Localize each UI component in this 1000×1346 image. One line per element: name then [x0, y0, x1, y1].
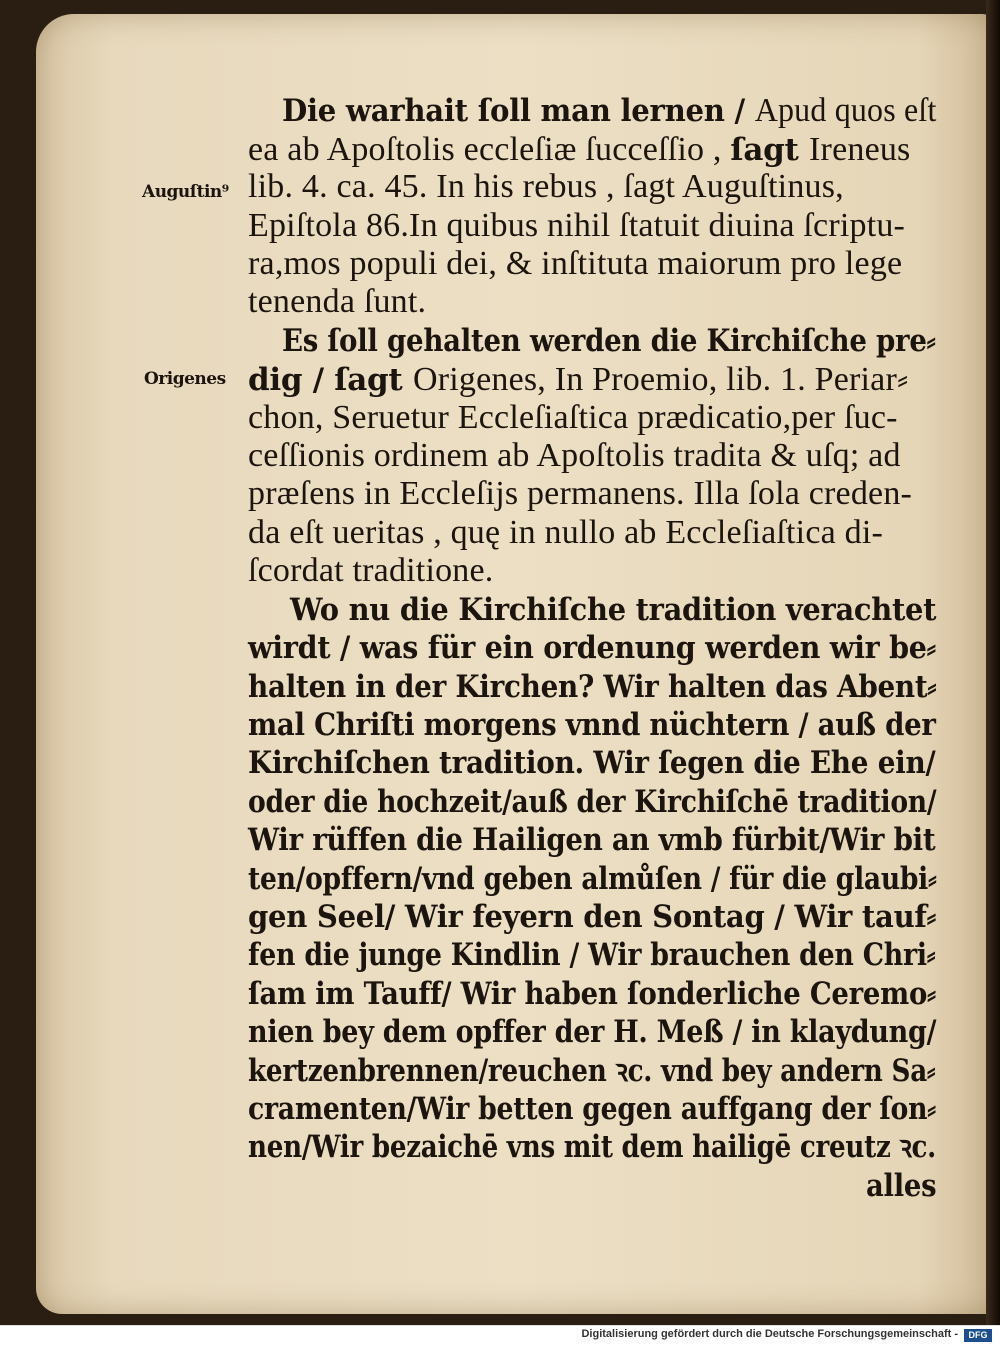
text-line: Die warhait ſoll man lernen / Apud quos eſt [282, 92, 937, 129]
margin-note-origenes: Origenes [144, 369, 226, 389]
text-line: kertzenbrennen/reuchen ꝛc. vnd bey andern Sa⸗ [248, 1053, 936, 1089]
text-line: Es ſoll gehalten werden die Kirchiſche pre⸗ [282, 323, 936, 359]
text-line: oder die hochzeit/auß der Kirchiſchē tradition/ [248, 784, 937, 820]
text-line: ſam im Tauff/ Wir haben ſonderliche Ceremo⸗ [248, 976, 936, 1012]
text-line: chon, Seruetur Eccleſiaſtica prædicatio,per ſuc- [248, 399, 898, 436]
footer-bar [0, 1325, 1000, 1346]
text-line: Wir rüffen die Hailigen an vmb fürbit/Wir bit [248, 822, 936, 858]
text-line: fen die junge Kindlin / Wir brauchen den Chri⸗ [248, 937, 936, 973]
text-line: nien bey dem opffer der H. Meß / in klaydung/ [248, 1014, 937, 1050]
text-line: wirdt / was für ein ordenung werden wir be⸗ [248, 630, 936, 666]
page-edge-shadow [986, 0, 1000, 1325]
funding-notice: Digitalisierung gefördert durch die Deutsche Forschungsgemeinschaft - [581, 1328, 958, 1340]
text-line: da eſt ueritas , quę in nullo ab Eccleſiaſtica di- [248, 514, 883, 551]
text-line: nen/Wir bezaichē vns mit dem hailigē creutz ꝛc. [248, 1129, 937, 1165]
dfg-logo: DFG [964, 1329, 992, 1342]
text-line: Wo nu die Kirchiſche tradition verachtet [290, 592, 937, 628]
catchword: alles [866, 1168, 937, 1204]
text-line: ra,mos populi dei, & inſtituta maiorum pro lege [248, 245, 903, 282]
margin-note-augustin: Auguſtin⁹ [142, 182, 229, 202]
text-line: præſens in Eccleſijs permanens. Illa ſola creden- [248, 475, 913, 512]
text-line: dig / ſagt Origenes, In Proemio, lib. 1. Periar⸗ [248, 361, 909, 398]
text-line: ceſſionis ordinem ab Apoſtolis tradita & uſq; ad [248, 437, 901, 474]
text-line: cramenten/Wir betten gegen auffgang der ſon⸗ [248, 1091, 936, 1127]
text-line: ea ab Apoſtolis eccleſiæ ſucceſſio , ſagt Ireneus [248, 131, 911, 168]
text-line: tenenda ſunt. [248, 283, 427, 320]
text-line: halten in der Kirchen? Wir halten das Abent⸗ [248, 669, 937, 705]
text-line: lib. 4. ca. 45. In his rebus , ſagt Auguſtinus, [248, 168, 844, 205]
text-line: ten/opffern/vnd geben almůſen / für die glaubi⸗ [248, 861, 937, 897]
text-line: gen Seel/ Wir feyern den Sontag / Wir tauf⸗ [248, 899, 937, 935]
text-line: Kirchiſchen tradition. Wir ſegen die Ehe ein/ [248, 745, 936, 781]
text-line: mal Chriſti morgens vnnd nüchtern / auß der [248, 707, 936, 743]
text-line: ſcordat traditione. [248, 552, 494, 589]
text-line: Epiſtola 86.In quibus nihil ſtatuit diuina ſcriptu- [248, 207, 906, 244]
